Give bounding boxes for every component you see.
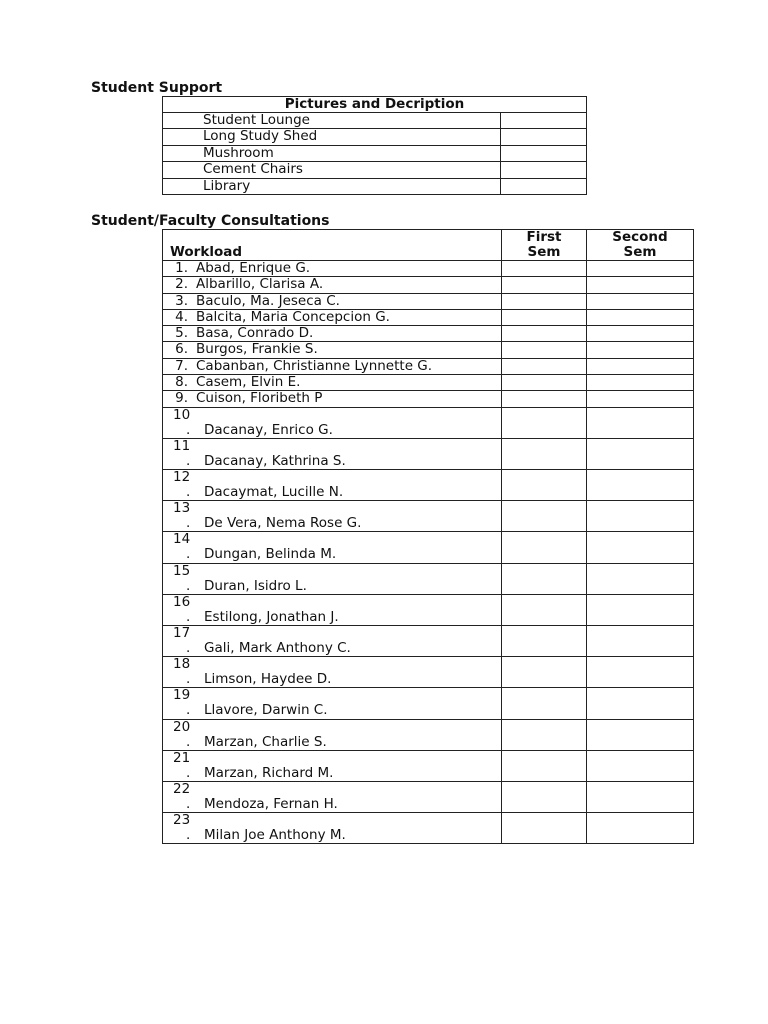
first-sem-cell xyxy=(502,261,587,277)
first-sem-cell xyxy=(502,813,587,844)
faculty-cell xyxy=(163,813,502,844)
faculty-name: Gali, Mark Anthony C. xyxy=(204,639,351,656)
row-number: 9. xyxy=(175,390,188,407)
consult-row xyxy=(163,688,694,719)
faculty-name: Dungan, Belinda M. xyxy=(204,546,337,563)
row-number: 4. xyxy=(175,308,188,325)
second-sem-cell xyxy=(587,470,694,501)
faculty-name: Duran, Isidro L. xyxy=(204,577,307,594)
first-sem-cell xyxy=(502,688,587,719)
second-sem-cell xyxy=(587,813,694,844)
faculty-cell xyxy=(163,358,502,374)
second-sem-cell xyxy=(587,781,694,812)
consult-row xyxy=(163,309,694,325)
first-sem-cell xyxy=(502,342,587,358)
second-sem-cell xyxy=(587,688,694,719)
consult-row xyxy=(163,750,694,781)
faculty-name: Marzan, Charlie S. xyxy=(204,733,327,750)
faculty-cell xyxy=(163,719,502,750)
first-sem-cell xyxy=(502,358,587,374)
first-sem-cell xyxy=(502,501,587,532)
faculty-cell xyxy=(163,657,502,688)
support-cell xyxy=(501,113,587,129)
faculty-cell xyxy=(163,309,502,325)
faculty-cell xyxy=(163,277,502,293)
row-number: 19 . xyxy=(173,687,191,719)
faculty-cell xyxy=(163,563,502,594)
row-number: 1. xyxy=(175,260,188,276)
support-row xyxy=(163,162,587,178)
faculty-cell xyxy=(163,470,502,501)
consult-row xyxy=(163,563,694,594)
first-sem-cell xyxy=(502,407,587,438)
first-sem-cell xyxy=(502,657,587,688)
second-sem-cell xyxy=(587,563,694,594)
first-sem-cell xyxy=(502,391,587,407)
consult-row xyxy=(163,358,694,374)
first-sem-header xyxy=(502,230,587,261)
row-number: 6. xyxy=(175,341,188,358)
faculty-name: Albarillo, Clarisa A. xyxy=(196,276,324,293)
support-cell xyxy=(501,145,587,161)
consult-header-row xyxy=(163,230,694,261)
row-number: 18 . xyxy=(173,656,191,688)
faculty-cell xyxy=(163,750,502,781)
support-row xyxy=(163,178,587,194)
second-sem-cell xyxy=(587,358,694,374)
second-sem-cell xyxy=(587,501,694,532)
row-number: 16 . xyxy=(173,593,191,625)
consult-row xyxy=(163,438,694,469)
faculty-cell xyxy=(163,438,502,469)
pictures-description-header: Pictures and Decription xyxy=(163,97,587,113)
first-sem-line2: Sem xyxy=(527,244,561,260)
second-sem-header xyxy=(587,230,694,261)
support-item: Long Study Shed xyxy=(163,129,501,145)
faculty-cell xyxy=(163,375,502,391)
second-sem-cell xyxy=(587,407,694,438)
consult-row xyxy=(163,326,694,342)
first-sem-cell xyxy=(502,532,587,563)
faculty-name: Cabanban, Christianne Lynnette G. xyxy=(196,357,433,374)
consult-row xyxy=(163,719,694,750)
second-sem-cell xyxy=(587,342,694,358)
consult-row xyxy=(163,470,694,501)
faculty-cell xyxy=(163,625,502,656)
first-sem-cell xyxy=(502,438,587,469)
consult-body xyxy=(163,261,694,844)
faculty-name: Casem, Elvin E. xyxy=(196,374,301,391)
second-sem-cell xyxy=(587,594,694,625)
first-sem-cell xyxy=(502,375,587,391)
support-cell xyxy=(501,162,587,178)
row-number: 7. xyxy=(175,357,188,374)
faculty-name: De Vera, Nema Rose G. xyxy=(204,515,362,532)
faculty-cell xyxy=(163,532,502,563)
consult-row xyxy=(163,342,694,358)
row-number: 14 . xyxy=(173,531,191,563)
faculty-name: Llavore, Darwin C. xyxy=(204,702,328,719)
faculty-name: Baculo, Ma. Jeseca C. xyxy=(196,292,340,309)
first-sem-cell xyxy=(502,277,587,293)
faculty-name: Estilong, Jonathan J. xyxy=(204,608,339,625)
consult-row xyxy=(163,594,694,625)
first-sem-cell xyxy=(502,781,587,812)
row-number: 2. xyxy=(175,276,188,293)
consult-row xyxy=(163,532,694,563)
consultations-title: Student/Faculty Consultations xyxy=(91,213,330,229)
support-item: Library xyxy=(163,178,501,194)
second-sem-cell xyxy=(587,309,694,325)
faculty-name: Dacanay, Enrico G. xyxy=(204,421,333,438)
consult-row xyxy=(163,375,694,391)
second-sem-cell xyxy=(587,532,694,563)
faculty-name: Dacanay, Kathrina S. xyxy=(204,452,346,469)
faculty-cell xyxy=(163,293,502,309)
student-support-title: Student Support xyxy=(91,80,223,96)
second-sem-cell xyxy=(587,277,694,293)
first-sem-cell xyxy=(502,750,587,781)
row-number: 21 . xyxy=(173,749,191,781)
second-sem-cell xyxy=(587,293,694,309)
support-header-row xyxy=(163,97,587,113)
support-item: Mushroom xyxy=(163,145,501,161)
faculty-cell xyxy=(163,407,502,438)
support-item: Cement Chairs xyxy=(163,162,501,178)
consult-row xyxy=(163,261,694,277)
row-number: 3. xyxy=(175,292,188,309)
row-number: 22 . xyxy=(173,780,191,812)
consult-row xyxy=(163,407,694,438)
support-row xyxy=(163,129,587,145)
second-sem-line2: Sem xyxy=(623,244,657,260)
second-sem-cell xyxy=(587,750,694,781)
second-sem-cell xyxy=(587,657,694,688)
second-sem-cell xyxy=(587,261,694,277)
row-number: 8. xyxy=(175,374,188,391)
faculty-name: Cuison, Floribeth P xyxy=(196,390,323,407)
support-item: Student Lounge xyxy=(163,113,501,129)
first-sem-cell xyxy=(502,625,587,656)
consult-row xyxy=(163,813,694,844)
faculty-name: Burgos, Frankie S. xyxy=(196,341,318,358)
consult-row xyxy=(163,657,694,688)
row-number: 13 . xyxy=(173,500,191,532)
consult-row xyxy=(163,625,694,656)
faculty-cell xyxy=(163,342,502,358)
second-sem-cell xyxy=(587,438,694,469)
first-sem-line1: First xyxy=(526,229,562,245)
row-number: 5. xyxy=(175,325,188,342)
faculty-name: Dacaymat, Lucille N. xyxy=(204,484,344,501)
second-sem-line1: Second xyxy=(612,229,668,245)
faculty-name: Balcita, Maria Concepcion G. xyxy=(196,308,390,325)
student-support-table xyxy=(162,96,587,195)
first-sem-cell xyxy=(502,326,587,342)
first-sem-cell xyxy=(502,563,587,594)
row-number: 12 . xyxy=(173,469,191,501)
second-sem-cell xyxy=(587,326,694,342)
faculty-cell xyxy=(163,261,502,277)
consult-row xyxy=(163,781,694,812)
faculty-name: Basa, Conrado D. xyxy=(196,325,314,342)
faculty-cell xyxy=(163,781,502,812)
second-sem-cell xyxy=(587,375,694,391)
support-cell xyxy=(501,178,587,194)
faculty-cell xyxy=(163,391,502,407)
faculty-name: Marzan, Richard M. xyxy=(204,764,334,781)
faculty-cell xyxy=(163,688,502,719)
consult-row xyxy=(163,391,694,407)
second-sem-cell xyxy=(587,625,694,656)
row-number: 23 . xyxy=(173,812,191,844)
row-number: 15 . xyxy=(173,562,191,594)
faculty-name: Milan Joe Anthony M. xyxy=(204,827,346,844)
consult-row xyxy=(163,501,694,532)
faculty-cell xyxy=(163,594,502,625)
first-sem-cell xyxy=(502,594,587,625)
first-sem-cell xyxy=(502,719,587,750)
first-sem-cell xyxy=(502,470,587,501)
faculty-name: Limson, Haydee D. xyxy=(204,671,332,688)
consult-row xyxy=(163,293,694,309)
faculty-name: Mendoza, Fernan H. xyxy=(204,795,338,812)
support-row xyxy=(163,113,587,129)
first-sem-cell xyxy=(502,309,587,325)
support-row xyxy=(163,145,587,161)
second-sem-cell xyxy=(587,391,694,407)
row-number: 10 . xyxy=(173,406,191,438)
faculty-cell xyxy=(163,501,502,532)
second-sem-cell xyxy=(587,719,694,750)
first-sem-cell xyxy=(502,293,587,309)
workload-header: Workload xyxy=(163,230,502,261)
faculty-cell xyxy=(163,326,502,342)
row-number: 11 . xyxy=(173,437,191,469)
consult-row xyxy=(163,277,694,293)
consultations-table xyxy=(162,229,694,844)
support-cell xyxy=(501,129,587,145)
row-number: 20 . xyxy=(173,718,191,750)
row-number: 17 . xyxy=(173,624,191,656)
faculty-name: Abad, Enrique G. xyxy=(196,260,311,276)
